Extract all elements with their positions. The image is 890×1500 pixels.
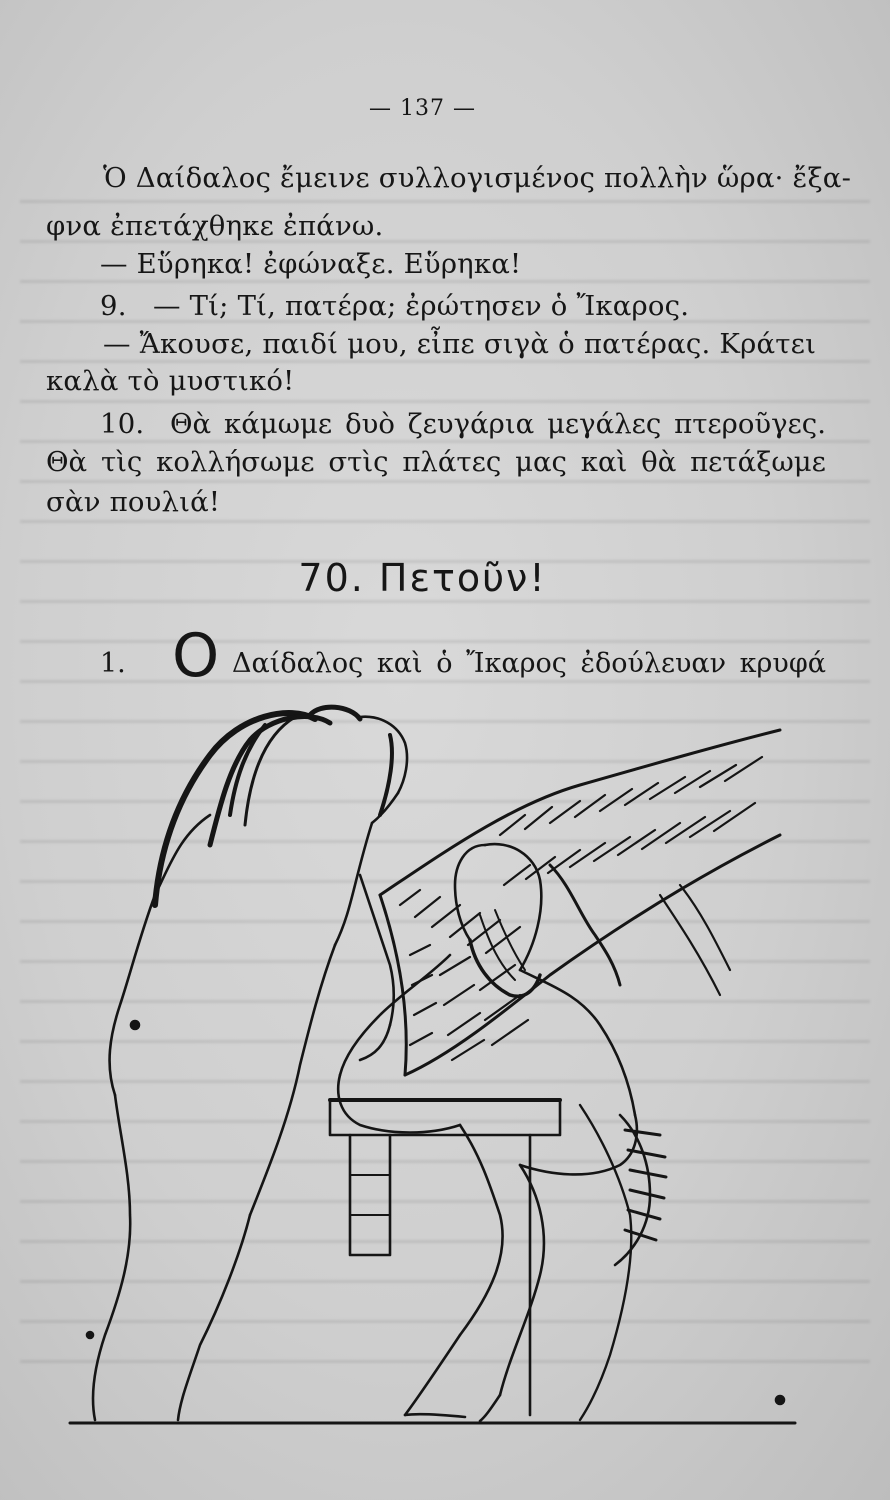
word: κολλήσωμε [156,446,315,478]
word: πτεροῦγες. [674,408,826,440]
word: μας [515,446,567,478]
paragraph-number: 10. [100,408,145,440]
text-line: — Εὕρηκα! ἐφώναξε. Εὕρηκα! [100,248,522,280]
word: ὁ [436,648,453,679]
word: στὶς [328,446,389,478]
word: θὰ [641,446,677,478]
paragraph-number: 1. [100,648,126,679]
text-line: Ὁ Δαίδαλος ἔμεινε συλλογισμένος πολλὴν ὥρα· ἔξα- [103,162,852,194]
page-number: — 137 — [369,96,476,121]
word: καὶ [580,446,628,478]
text-line-justified [46,446,826,478]
word: πλάτες [402,446,502,478]
text-line-justified [232,648,826,679]
word: Δαίδαλος [232,648,364,679]
text-line: φνα ἐπετάχθηκε ἐπάνω. [46,210,384,242]
line-drawing [60,695,800,1440]
word: κάμωμε [224,408,333,440]
paragraph-number: 9. [100,290,127,322]
text-line: καλὰ τὸ μυστικό! [46,365,295,397]
text-line: — Τί; Τί, πατέρα; ἐρώτησεν ὁ Ἴκαρος. [153,290,690,322]
word: ζευγάρια [407,408,535,440]
daedalus-icarus-illustration [60,695,800,1440]
word: μεγάλες [547,408,662,440]
word: Θὰ [170,408,212,440]
word: δυὸ [345,408,395,440]
word: πετάξωμε [690,446,826,478]
drop-cap: O [172,621,220,691]
text-line: σὰν πουλιά! [46,486,221,518]
text-line: — Ἄκουσε, παιδί μου, εἶπε σιγὰ ὁ πατέρας. Κράτει [103,328,817,360]
section-heading: 70. Πετοῦν! [298,556,547,600]
word: Ἴκαρος [466,648,567,679]
word: Θὰ [46,446,88,478]
word: ἐδούλευαν [580,648,727,679]
word: τὶς [100,446,143,478]
word: κρυφά [739,648,826,679]
word: καὶ [376,648,423,679]
text-line-justified [170,408,826,440]
